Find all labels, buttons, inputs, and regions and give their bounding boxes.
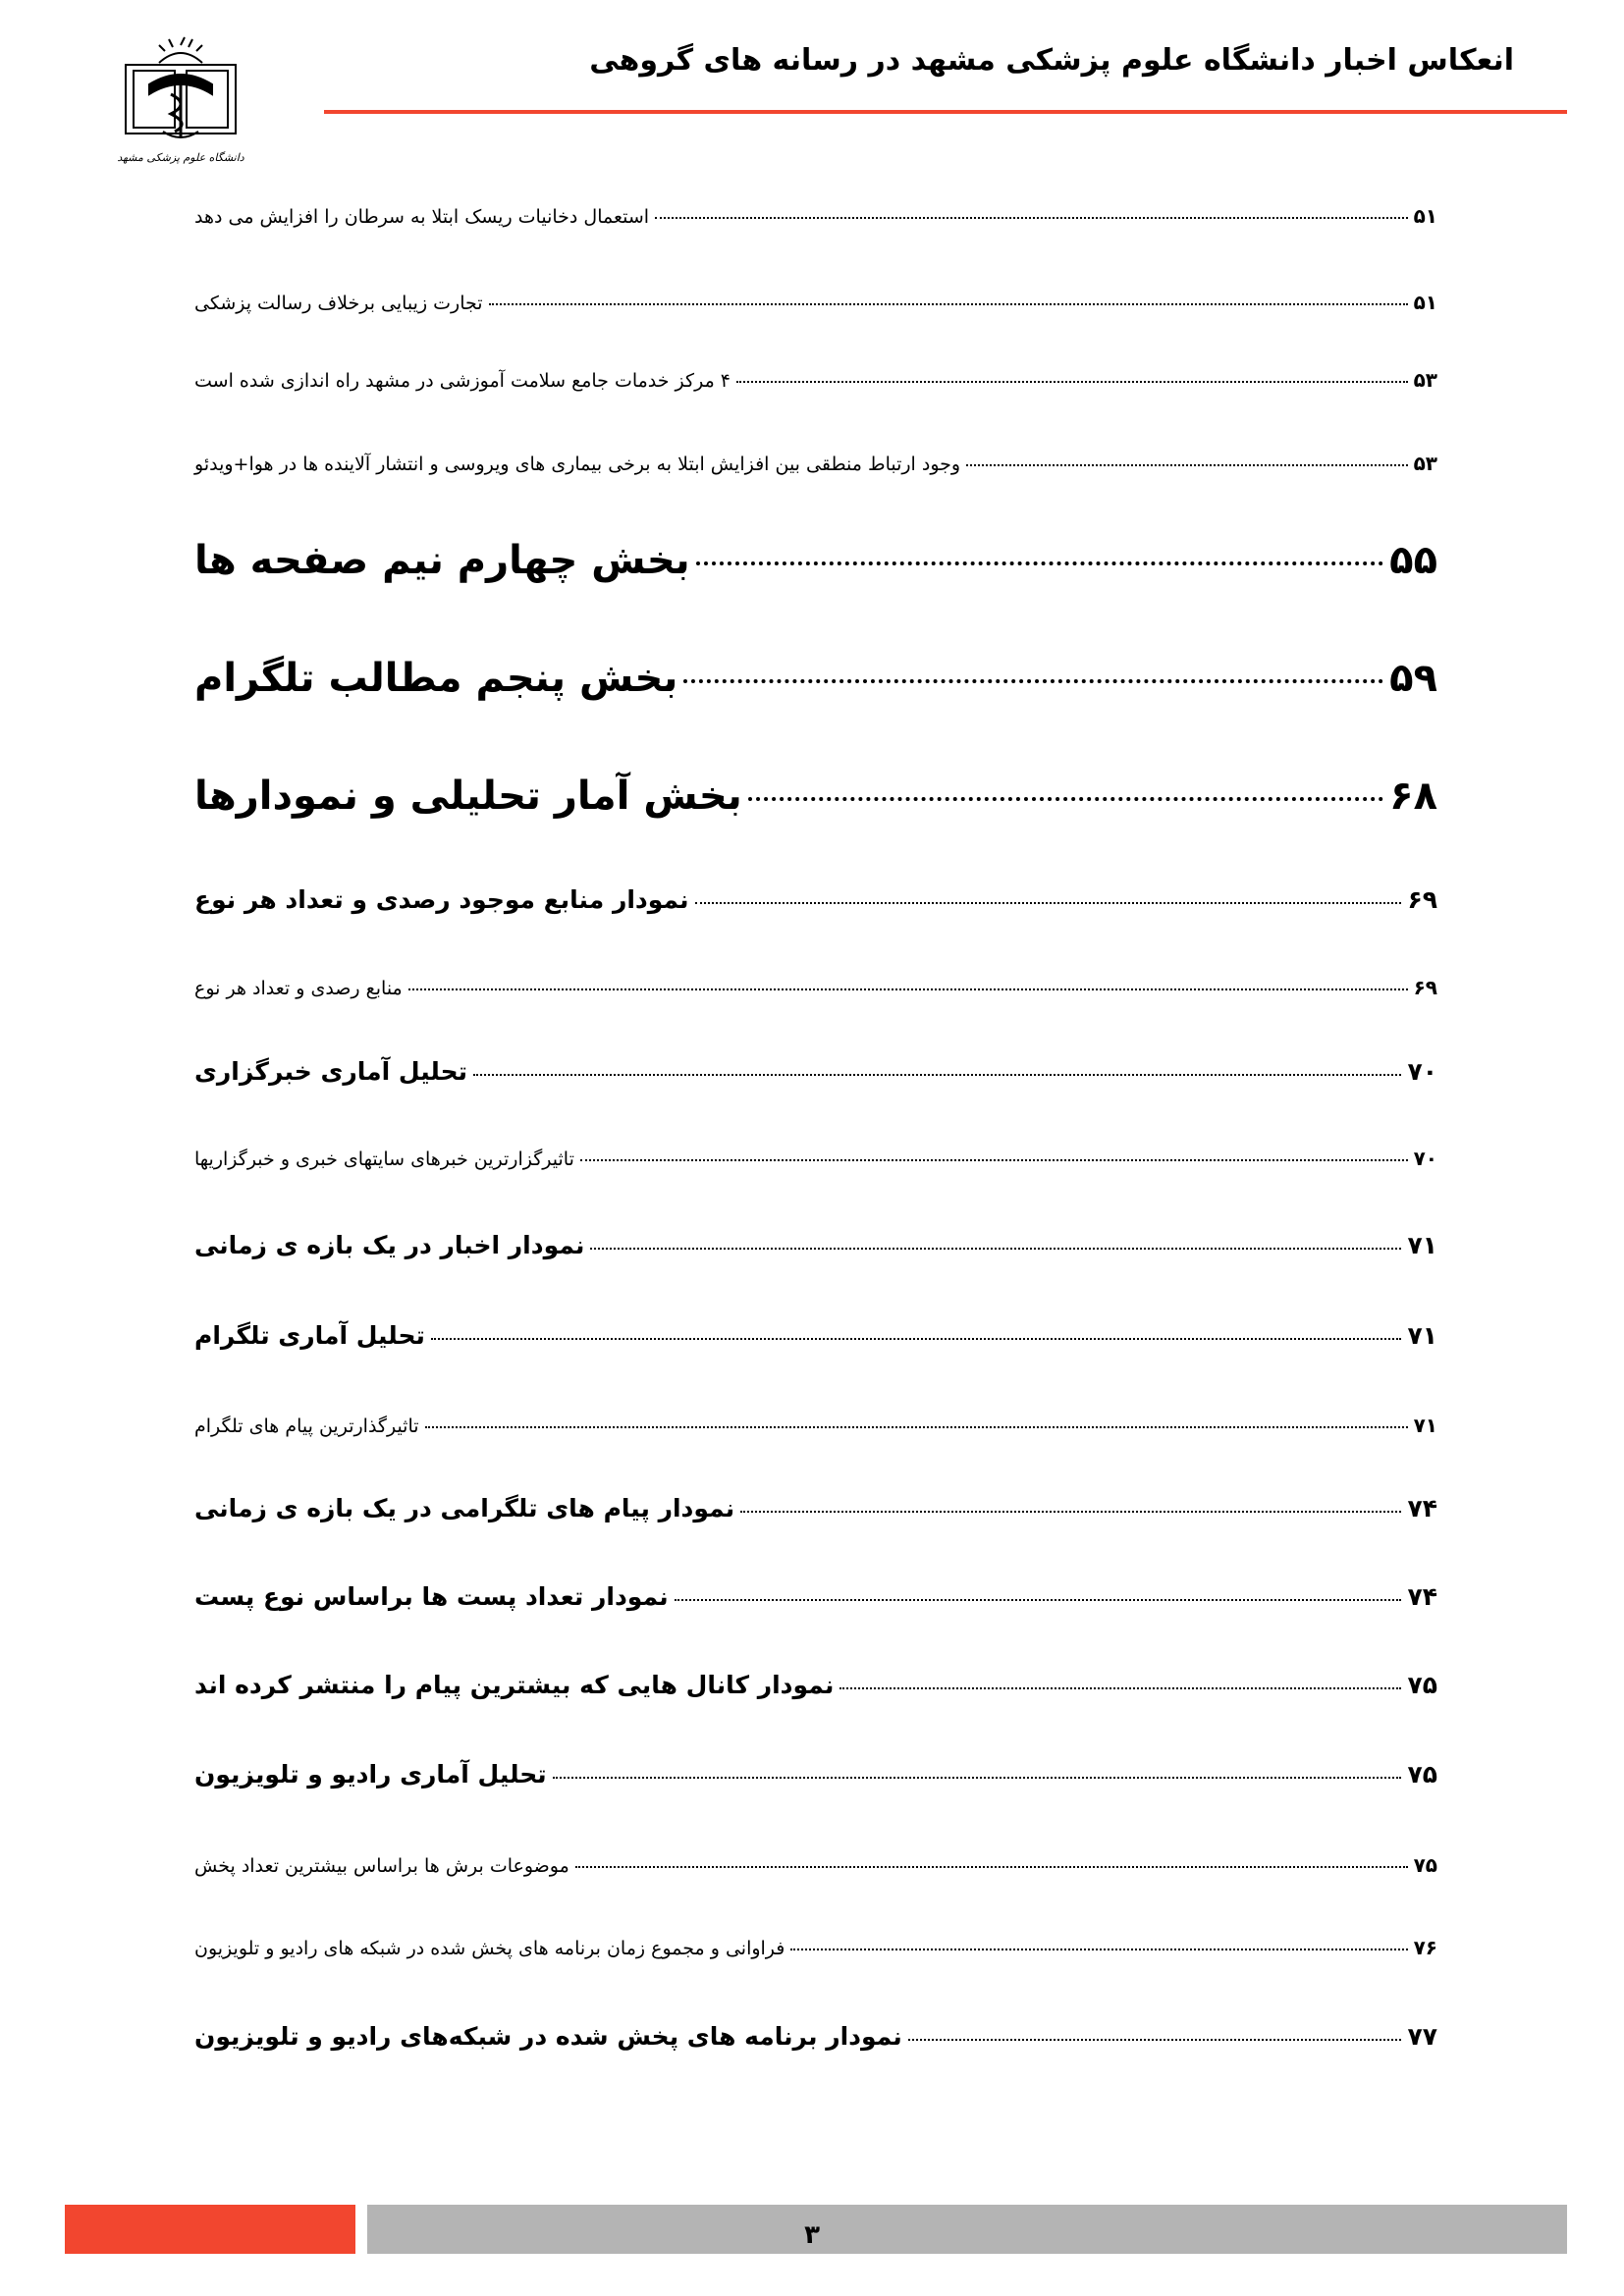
toc-entry[interactable] — [194, 1582, 1437, 1611]
toc-entry[interactable] — [194, 368, 1437, 392]
toc-leader — [966, 464, 1408, 466]
toc-entry[interactable] — [194, 1936, 1437, 1959]
toc-entry-title: فراوانی و مجموع زمان برنامه های پخش شده در شبکه های رادیو و تلویزیون — [194, 1938, 785, 1959]
toc-entry[interactable] — [194, 1494, 1437, 1522]
toc-entry[interactable] — [194, 452, 1437, 475]
toc-entry[interactable] — [194, 885, 1437, 914]
toc-entry[interactable] — [194, 204, 1437, 228]
header-title: انعکاس اخبار دانشگاه علوم پزشکی مشهد در رسانه های گروهی — [589, 43, 1514, 78]
toc-leader — [553, 1777, 1402, 1779]
toc-entry-page: ۵۱ — [1413, 204, 1437, 228]
toc-entry-page: ۷۷ — [1407, 2022, 1437, 2051]
toc-entry-page: ۷۰ — [1407, 1057, 1437, 1086]
toc-entry[interactable] — [194, 1760, 1437, 1789]
toc-section-title: بخش پنجم مطالب تلگرام — [194, 656, 678, 701]
toc-entry-page: ۷۴ — [1407, 1494, 1437, 1522]
toc-entry-page: ۶۹ — [1407, 885, 1437, 914]
toc-leader — [425, 1426, 1408, 1428]
toc-entry-title: وجود ارتباط منطقی بین افزایش ابتلا به برخی بیماری های ویروسی و انتشار آلاینده ها در هوا+ویدئو — [194, 454, 961, 475]
toc-section-page: ۵۵ — [1389, 538, 1437, 583]
toc-entry-title: تحلیل آماری خبرگزاری — [194, 1057, 468, 1086]
toc-entry-title: تاثیرگذارترین پیام های تلگرام — [194, 1415, 419, 1437]
toc-leader — [748, 797, 1383, 801]
toc-section-title: بخش چهارم نیم صفحه ها — [194, 538, 690, 583]
toc-entry-title: نمودار اخبار در یک بازه ی زمانی — [194, 1231, 585, 1259]
toc-entry[interactable] — [194, 1414, 1437, 1437]
toc-leader — [696, 561, 1383, 565]
toc-entry[interactable] — [194, 1671, 1437, 1699]
toc-leader — [736, 381, 1408, 383]
toc-entry[interactable] — [194, 291, 1437, 314]
toc-leader — [431, 1338, 1402, 1340]
toc-entry-page: ۷۰ — [1413, 1147, 1437, 1170]
toc-leader — [683, 679, 1383, 683]
toc-entry-page: ۷۱ — [1407, 1231, 1437, 1259]
toc-entry-title: نمودار تعداد پست ها براساس نوع پست — [194, 1582, 669, 1611]
toc-leader — [908, 2039, 1402, 2041]
toc-section[interactable] — [194, 656, 1437, 701]
toc-leader — [675, 1599, 1402, 1601]
toc-leader — [575, 1866, 1408, 1868]
university-logo — [116, 35, 245, 173]
toc-entry-title: موضوعات برش ها براساس بیشترین تعداد پخش — [194, 1855, 569, 1877]
toc-entry-page: ۵۳ — [1413, 368, 1437, 392]
toc-leader — [590, 1248, 1401, 1250]
toc-leader — [489, 303, 1408, 305]
toc-leader — [580, 1159, 1408, 1161]
toc-entry-title: نمودار پیام های تلگرامی در یک بازه ی زمانی — [194, 1494, 735, 1522]
toc-leader — [655, 217, 1407, 219]
toc-entry[interactable] — [194, 1057, 1437, 1086]
toc-entry-title: منابع رصدی و تعداد هر نوع — [194, 978, 403, 999]
toc-leader — [473, 1074, 1401, 1076]
toc-entry-page: ۷۱ — [1407, 1321, 1437, 1350]
toc-entry-title: تحلیل آماری رادیو و تلویزیون — [194, 1760, 547, 1789]
svg-text:دانشگاه علوم پزشکی مشهد: دانشگاه علوم پزشکی مشهد — [117, 151, 244, 164]
toc-entry[interactable] — [194, 2022, 1437, 2051]
toc-section-page: ۵۹ — [1389, 656, 1437, 701]
toc-section[interactable] — [194, 538, 1437, 583]
toc-section-title: بخش آمار تحلیلی و نمودارها — [194, 774, 742, 819]
toc-entry-title: نمودار برنامه های پخش شده در شبکه‌های رادیو و تلویزیون — [194, 2022, 902, 2051]
toc-leader — [695, 902, 1402, 904]
toc-entry-title: تاثیرگزارترین خبرهای سایتهای خبری و خبرگزاریها — [194, 1148, 574, 1170]
toc-entry-page: ۷۶ — [1413, 1936, 1437, 1959]
toc-entry[interactable] — [194, 976, 1437, 999]
toc-entry-title: تحلیل آماری تلگرام — [194, 1321, 425, 1350]
toc-entry-title: نمودار کانال هایی که بیشترین پیام را منتشر کرده اند — [194, 1671, 835, 1699]
toc-entry-title: تجارت زیبایی برخلاف رسالت پزشکی — [194, 293, 483, 314]
toc-section-page: ۶۸ — [1389, 774, 1437, 819]
toc-entry-page: ۷۱ — [1413, 1414, 1437, 1437]
toc-entry-page: ۷۵ — [1413, 1853, 1437, 1877]
toc-entry-title: ۴ مرکز خدمات جامع سلامت آموزشی در مشهد راه اندازی شده است — [194, 370, 731, 392]
toc-entry-page: ۷۴ — [1407, 1582, 1437, 1611]
toc-entry-title: استعمال دخانیات ریسک ابتلا به سرطان را افزایش می دهد — [194, 206, 650, 228]
toc-entry-page: ۶۹ — [1413, 976, 1437, 999]
toc-entry-page: ۷۵ — [1407, 1760, 1437, 1789]
toc-section[interactable] — [194, 774, 1437, 819]
page-number: ۳ — [804, 2220, 820, 2250]
header-rule — [324, 110, 1567, 114]
toc-leader — [790, 1949, 1407, 1950]
toc-entry[interactable] — [194, 1231, 1437, 1259]
toc-leader — [839, 1687, 1401, 1689]
toc-entry[interactable] — [194, 1853, 1437, 1877]
toc-leader — [740, 1511, 1401, 1513]
toc-entry-page: ۵۱ — [1413, 291, 1437, 314]
toc-entry-page: ۵۳ — [1413, 452, 1437, 475]
toc-entry[interactable] — [194, 1147, 1437, 1170]
toc-leader — [408, 988, 1408, 990]
toc-entry-page: ۷۵ — [1407, 1671, 1437, 1699]
toc-entry-title: نمودار منابع موجود رصدی و تعداد هر نوع — [194, 885, 689, 914]
toc-entry[interactable] — [194, 1321, 1437, 1350]
